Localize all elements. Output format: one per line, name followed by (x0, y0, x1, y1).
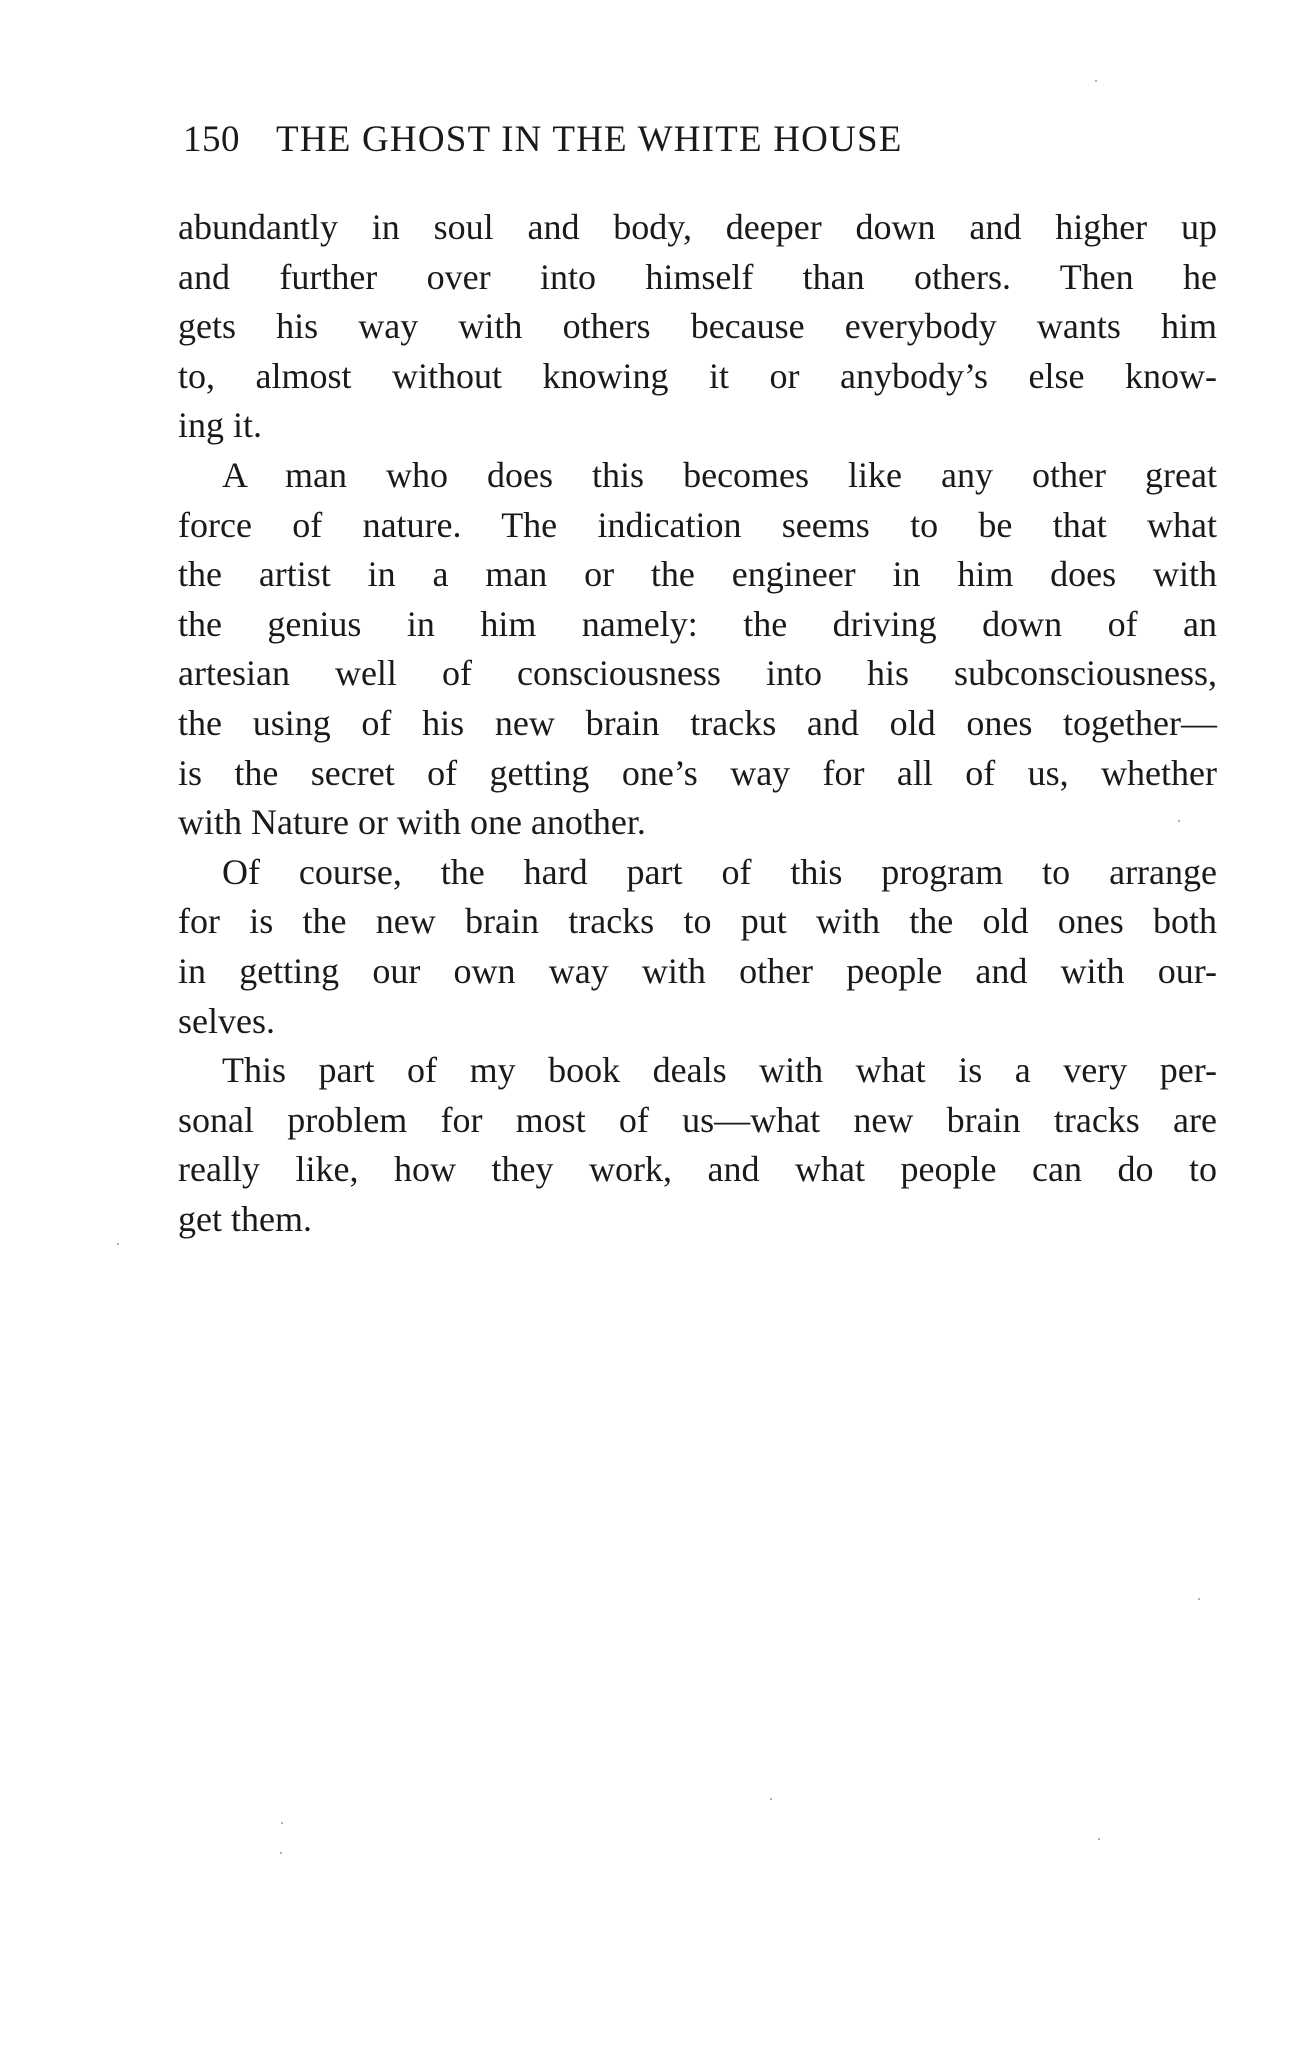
scan-speck (1098, 1838, 1100, 1840)
text-line: the using of his new brain tracks and old ones together— (178, 702, 1217, 743)
scan-speck (280, 1852, 282, 1854)
running-title: THE GHOST IN THE WHITE HOUSE (276, 119, 903, 160)
text-line: the artist in a man or the engineer in him does with (178, 554, 1217, 595)
text-line: the genius in him namely: the driving down of an (178, 603, 1217, 644)
scan-speck (117, 1243, 119, 1245)
paragraph-2 (178, 451, 1217, 848)
text-line: This part of my book deals with what is a very per- (222, 1050, 1217, 1091)
text-line: A man who does this becomes like any other great (222, 454, 1217, 495)
text-line: artesian well of consciousness into his subconsciousness, (178, 653, 1217, 694)
text-line: in getting our own way with other people and with our- (178, 950, 1217, 991)
text-line: get them. (178, 1198, 312, 1239)
text-line: with Nature or with one another. (178, 802, 646, 843)
scan-speck (281, 1822, 283, 1824)
text-line: and further over into himself than others. Then he (178, 256, 1217, 297)
text-line: Of course, the hard part of this program to arrange (222, 851, 1217, 892)
paragraph-4 (178, 1046, 1217, 1244)
text-line: force of nature. The indication seems to be that what (178, 504, 1217, 545)
paragraph-3 (178, 848, 1217, 1046)
page-number: 150 (183, 119, 240, 160)
scan-speck (1095, 80, 1097, 82)
body-text (178, 203, 1217, 1244)
scan-speck (1178, 820, 1180, 822)
text-line: for is the new brain tracks to put with the old ones both (178, 901, 1217, 942)
paragraph-1 (178, 203, 1217, 451)
text-line: to, almost without knowing it or anybody’s else know- (178, 355, 1217, 396)
scan-speck (770, 1798, 772, 1800)
text-line: abundantly in soul and body, deeper down and higher up (178, 207, 1217, 247)
text-line: is the secret of getting one’s way for all of us, whether (178, 752, 1217, 793)
text-line: ing it. (178, 405, 263, 446)
running-head (183, 118, 1103, 162)
text-line: really like, how they work, and what people can do to (178, 1149, 1217, 1190)
scan-speck (1198, 1598, 1200, 1600)
text-line: selves. (178, 1000, 275, 1041)
text-line: gets his way with others because everybody wants him (178, 306, 1217, 347)
text-line: sonal problem for most of us—what new brain tracks are (178, 1099, 1217, 1140)
